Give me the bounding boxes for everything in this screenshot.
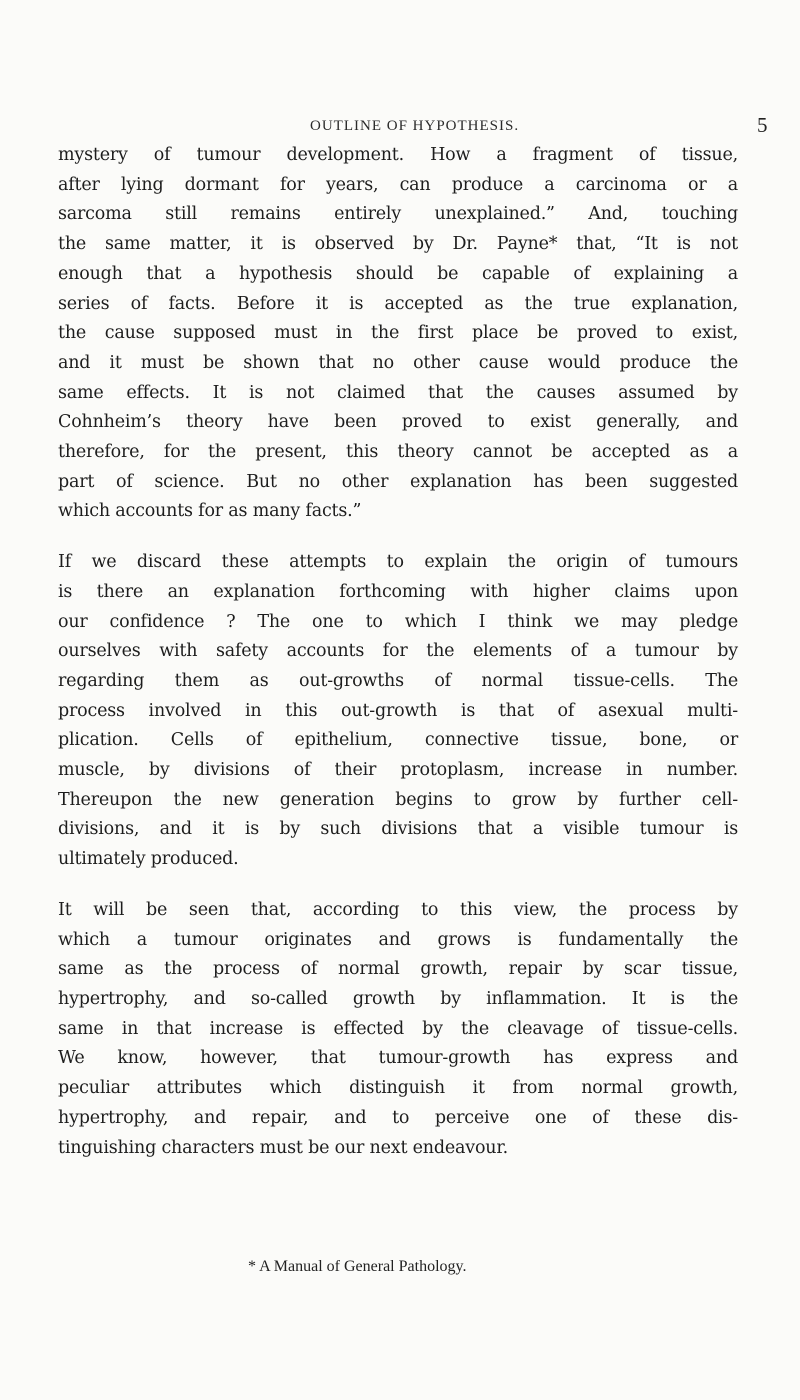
footnote: * A Manual of General Pathology. <box>248 1258 467 1275</box>
text-line: same effects. It is not claimed that the causes assumed by <box>58 382 738 403</box>
text-line: is there an explanation forthcoming with higher claims upon <box>58 581 738 602</box>
text-line: mystery of tumour development. How a fragment of tissue, <box>58 145 738 165</box>
text-line: Thereupon the new generation begins to grow by further cell- <box>58 789 738 810</box>
text-line: regarding them as out-growths of normal tissue-cells. The <box>58 670 738 691</box>
paragraph-1 <box>58 141 738 527</box>
text-line: If we discard these attempts to explain the origin of tumours <box>58 552 738 573</box>
text-line: which a tumour originates and grows is fundamentally the <box>58 929 738 950</box>
text-line: muscle, by divisions of their protoplasm, increase in number. <box>58 760 738 781</box>
text-line: It will be seen that, according to this view, the process by <box>58 899 738 920</box>
paragraph-2 <box>58 548 738 875</box>
text-line: same in that increase is effected by the cleavage of tissue-cells. <box>58 1018 738 1039</box>
text-line: series of facts. Before it is accepted as the true explanation, <box>58 293 738 314</box>
page-number: 5 <box>757 113 768 137</box>
text-line: therefore, for the present, this theory cannot be accepted as a <box>58 442 738 463</box>
text-line: process involved in this out-growth is that of asexual multi- <box>58 700 738 721</box>
text-line: the cause supposed must in the first place be proved to exist, <box>58 323 738 344</box>
text-line: which accounts for as many facts.” <box>58 501 362 522</box>
text-line: plication. Cells of epithelium, connective tissue, bone, or <box>58 730 738 751</box>
text-line: same as the process of normal growth, repair by scar tissue, <box>58 959 738 980</box>
text-line: and it must be shown that no other cause would produce the <box>58 352 738 373</box>
running-header: OUTLINE OF HYPOTHESIS. <box>310 118 520 134</box>
text-line: ultimately produced. <box>58 849 239 870</box>
text-line: the same matter, it is observed by Dr. Payne* that, “It is not <box>58 234 738 255</box>
text-line: peculiar attributes which distinguish it from normal growth, <box>58 1078 738 1099</box>
paragraph-3 <box>58 896 738 1163</box>
text-line: enough that a hypothesis should be capable of explaining a <box>58 263 738 284</box>
body-text <box>58 141 738 1184</box>
text-line: tinguishing characters must be our next endeavour. <box>58 1137 508 1158</box>
text-line: divisions, and it is by such divisions that a visible tumour is <box>58 819 738 840</box>
text-line: We know, however, that tumour-growth has express and <box>58 1048 738 1069</box>
text-line: after lying dormant for years, can produce a carcinoma or a <box>58 174 738 195</box>
text-line: Cohnheim’s theory have been proved to exist generally, and <box>58 412 738 433</box>
text-line: our confidence ? The one to which I think we may pledge <box>58 611 738 632</box>
text-line: hypertrophy, and so-called growth by inflammation. It is the <box>58 988 738 1009</box>
text-line: sarcoma still remains entirely unexplained.” And, touching <box>58 204 738 225</box>
text-line: part of science. But no other explanation has been suggested <box>58 471 738 492</box>
text-line: ourselves with safety accounts for the elements of a tumour by <box>58 641 738 662</box>
text-line: hypertrophy, and repair, and to perceive one of these dis- <box>58 1107 738 1128</box>
